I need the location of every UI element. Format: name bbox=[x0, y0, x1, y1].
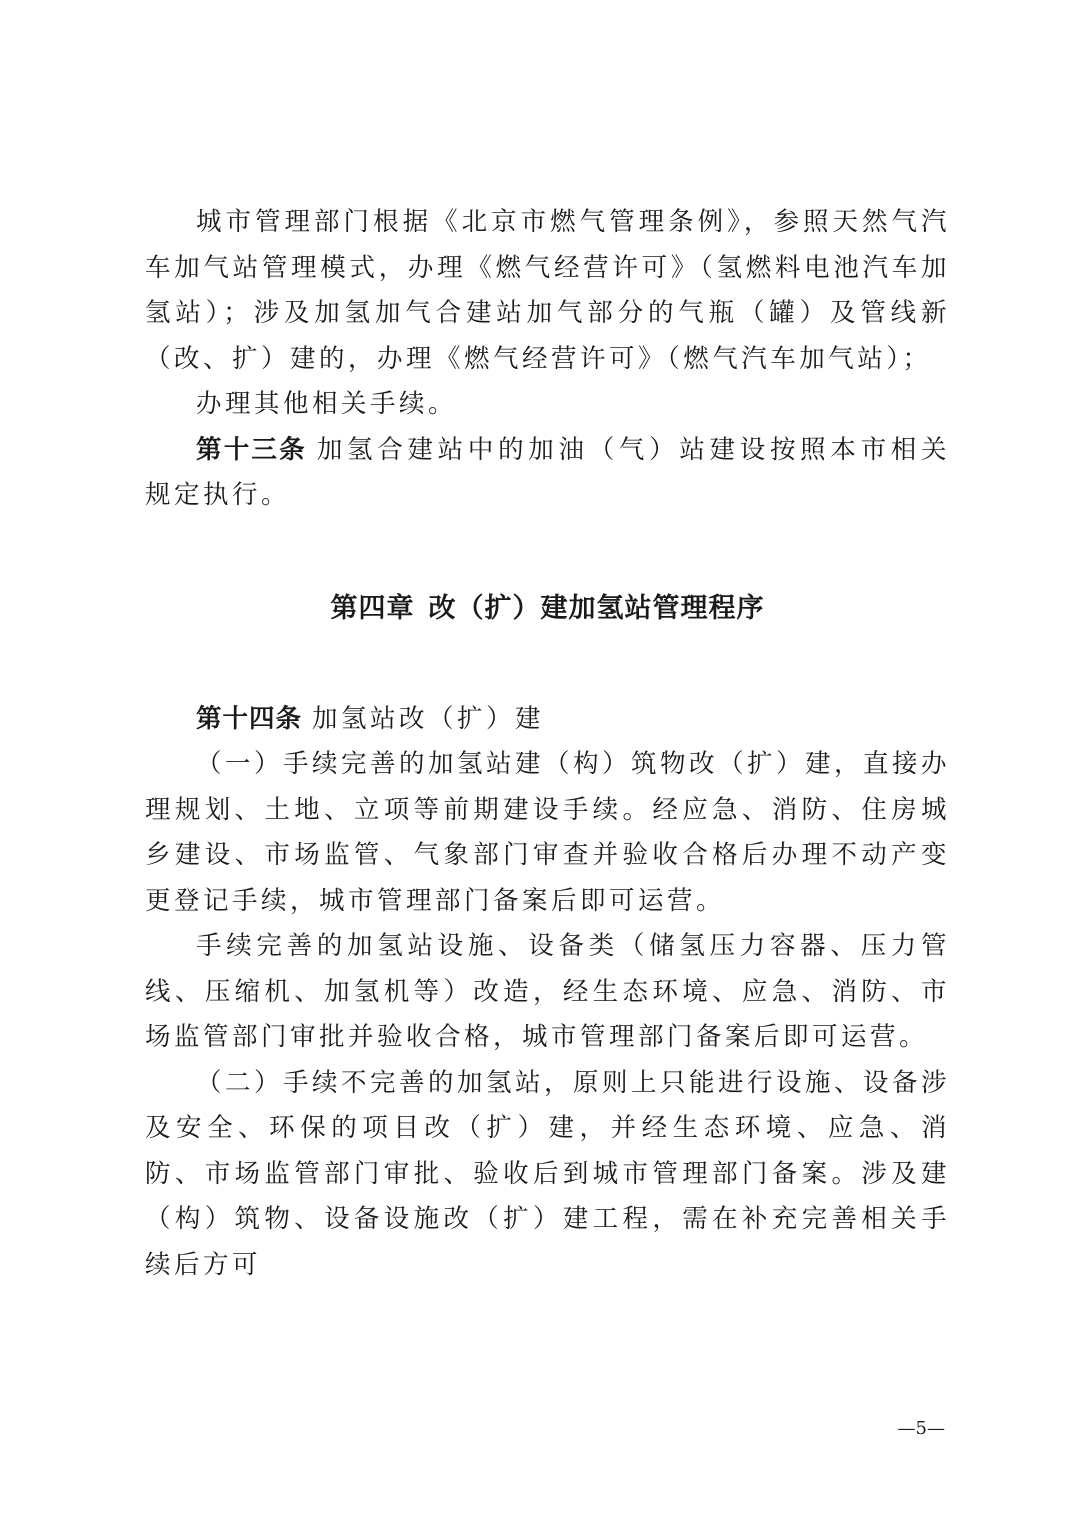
paragraph-complete-procedures-equipment: 手续完善的加氢站设施、设备类（储氢压力容器、压力管线、压缩机、加氢机等）改造，经生态环境、应急、消防、市场监管部门审批并验收合格，城市管理部门备案后即可运营。 bbox=[145, 931, 950, 1052]
chapter-number: 第四章 bbox=[330, 592, 415, 624]
article-13-text: 加氢合建站中的加油（气）站建设按照本市相关规定执行。 bbox=[145, 434, 950, 510]
page-number: —5— bbox=[897, 1418, 945, 1439]
article-13-label: 第十三条 bbox=[196, 434, 307, 465]
paragraph-gas-license: 城市管理部门根据《北京市燃气管理条例》，参照天然气汽车加气站管理模式，办理《燃气经营许可》（氢燃料电池汽车加氢站）；涉及加氢加气合建站加气部分的气瓶（罐）及管线新（改、扩）建的，办理《燃气经营许可》（燃气汽车加气站）； bbox=[145, 207, 950, 374]
chapter-heading bbox=[145, 589, 950, 629]
article-13 bbox=[145, 428, 950, 519]
document-body bbox=[145, 200, 950, 1288]
article-14 bbox=[145, 697, 950, 743]
paragraph-complete-procedures-building: （一）手续完善的加氢站建（构）筑物改（扩）建，直接办理规划、土地、立项等前期建设手续。经应急、消防、住房城乡建设、市场监管、气象部门审查并验收合格后办理不动产变更登记手续，城市管理部门备案后即可运营。 bbox=[145, 749, 951, 916]
article-14-label: 第十四条 bbox=[196, 703, 303, 734]
paragraph-incomplete-procedures: （二）手续不完善的加氢站，原则上只能进行设施、设备涉及安全、环保的项目改（扩）建，并经生态环境、应急、消防、市场监管部门审批、验收后到城市管理部门备案。涉及建（构）筑物、设备设施改（扩）建工程，需在补充完善相关手续后方可 bbox=[145, 1067, 951, 1280]
article-14-text: 加氢站改（扩）建 bbox=[312, 703, 545, 734]
paragraph-other-procedures: 办理其他相关手续。 bbox=[196, 389, 458, 419]
chapter-title: 改（扩）建加氢站管理程序 bbox=[428, 592, 765, 624]
